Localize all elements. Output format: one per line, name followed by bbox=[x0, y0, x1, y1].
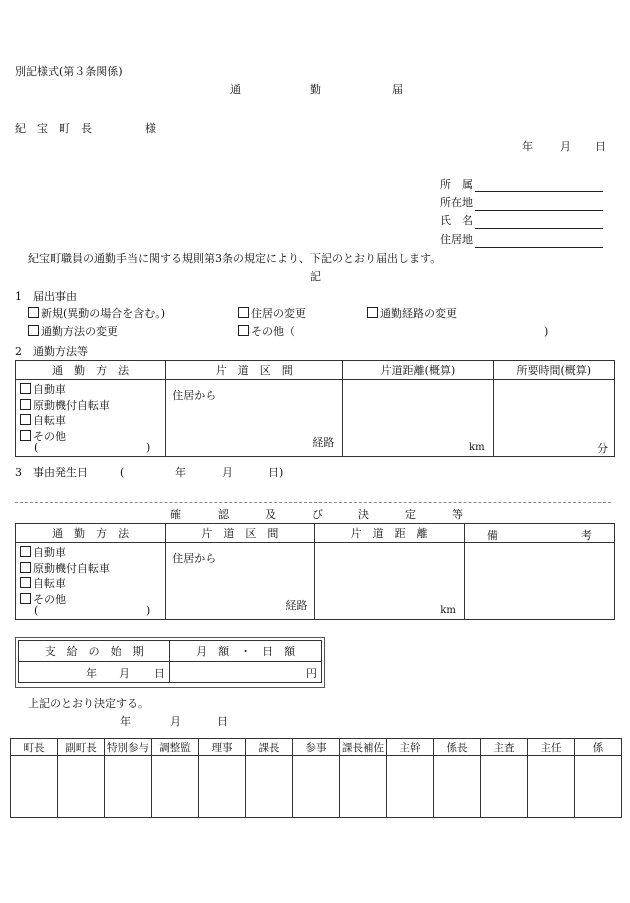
reason-residence-change[interactable] bbox=[238, 307, 306, 321]
method-bicycle[interactable] bbox=[20, 413, 110, 429]
checkbox-icon bbox=[20, 577, 31, 588]
method-other-label: その他 bbox=[33, 429, 66, 443]
form-reference: 別記様式(第３条関係) bbox=[15, 65, 123, 78]
approval-stamp-cell[interactable] bbox=[105, 756, 152, 818]
method-car-label: 自動車 bbox=[33, 383, 66, 396]
from-home: 住居から bbox=[172, 389, 217, 402]
reason-route-change-label: 通勤経路の変更 bbox=[380, 307, 457, 320]
approval-header: 特別参与 bbox=[105, 739, 152, 756]
section3-label: 3 事由発生日 bbox=[15, 466, 88, 479]
confirm-section-cell[interactable] bbox=[166, 543, 314, 620]
checkbox-icon bbox=[20, 546, 31, 557]
approval-header: 主任 bbox=[528, 739, 575, 756]
approval-stamp-cell[interactable] bbox=[481, 756, 528, 818]
date-year-label: 年 bbox=[522, 140, 533, 153]
checkbox-icon bbox=[238, 307, 249, 318]
header-method: 通 勤 方 法 bbox=[16, 361, 166, 380]
title-char-2: 勤 bbox=[310, 83, 321, 96]
approval-stamp-cell[interactable] bbox=[11, 756, 58, 818]
time-cell[interactable] bbox=[493, 380, 614, 457]
decision-month: 月 bbox=[170, 715, 181, 728]
route-label: 経路 bbox=[312, 436, 335, 449]
approval-stamp-cell[interactable] bbox=[199, 756, 246, 818]
approval-header: 副町長 bbox=[58, 739, 105, 756]
approval-stamp-cell[interactable] bbox=[58, 756, 105, 818]
reason-method-change[interactable] bbox=[28, 325, 118, 339]
confirm-method-bicycle-label: 自転車 bbox=[33, 577, 66, 590]
confirm-method-cell bbox=[16, 543, 166, 620]
approval-stamp-cell[interactable] bbox=[387, 756, 434, 818]
payment-amount-label: 月 額 ・ 日 額 bbox=[170, 641, 322, 662]
addressee-suffix: 様 bbox=[145, 122, 156, 135]
confirm-title-char-1: 確 bbox=[170, 508, 181, 521]
other-paren-open: ( bbox=[34, 441, 39, 454]
method-cell bbox=[16, 380, 166, 457]
approval-header: 調整監 bbox=[152, 739, 199, 756]
title-char-1: 通 bbox=[230, 83, 241, 96]
confirm-method-bicycle[interactable] bbox=[20, 576, 110, 592]
other-paren-close: ) bbox=[146, 441, 151, 454]
method-moped[interactable] bbox=[20, 398, 110, 414]
confirm-title-char-7: 等 bbox=[452, 508, 463, 521]
checkbox-icon bbox=[238, 325, 249, 336]
reason-method-change-label: 通勤方法の変更 bbox=[41, 325, 118, 338]
field-name-line[interactable] bbox=[475, 228, 603, 229]
commute-method-table bbox=[15, 360, 615, 457]
confirm-title-char-3: 及 bbox=[265, 508, 276, 521]
title-char-3: 届 bbox=[392, 83, 403, 96]
checkbox-icon bbox=[20, 383, 31, 394]
statement: 紀宝町職員の通勤手当に関する規則第3条の規定により、下記のとおり届出します。 bbox=[28, 252, 442, 265]
minutes-unit: 分 bbox=[597, 442, 608, 455]
reason-new[interactable] bbox=[28, 307, 165, 321]
approval-header: 参事 bbox=[293, 739, 340, 756]
reason-other-close: ) bbox=[544, 325, 549, 338]
checkbox-icon bbox=[20, 562, 31, 573]
approval-stamp-cell[interactable] bbox=[340, 756, 387, 818]
payment-start-cell[interactable] bbox=[19, 662, 170, 683]
confirm-method-car-label: 自動車 bbox=[33, 546, 66, 559]
confirm-distance-cell[interactable] bbox=[314, 543, 464, 620]
field-location-line[interactable] bbox=[475, 210, 603, 211]
approval-header: 理事 bbox=[199, 739, 246, 756]
confirm-method-moped[interactable] bbox=[20, 561, 110, 577]
header-section: 片 道 区 間 bbox=[166, 361, 343, 380]
approval-header: 町長 bbox=[11, 739, 58, 756]
yen-unit: 円 bbox=[306, 667, 317, 680]
confirmation-table bbox=[15, 523, 615, 620]
method-moped-label: 原動機付自転車 bbox=[33, 398, 110, 412]
date-day-label: 日 bbox=[595, 140, 606, 153]
confirm-method-moped-label: 原動機付自転車 bbox=[33, 561, 110, 575]
approval-stamp-cell[interactable] bbox=[293, 756, 340, 818]
confirm-header-distance: 片 道 距 離 bbox=[314, 524, 464, 543]
approval-stamp-cell[interactable] bbox=[152, 756, 199, 818]
checkbox-icon bbox=[20, 430, 31, 441]
payment-day: 日 bbox=[154, 667, 165, 680]
decision-text: 上記のとおり決定する。 bbox=[28, 697, 149, 710]
payment-box bbox=[15, 637, 325, 688]
confirm-title-char-2: 認 bbox=[218, 508, 229, 521]
checkbox-icon bbox=[20, 399, 31, 410]
confirm-route-label: 経路 bbox=[285, 599, 308, 612]
cut-line bbox=[15, 502, 611, 503]
confirm-title-char-5: 決 bbox=[358, 508, 369, 521]
checkbox-icon bbox=[20, 593, 31, 604]
checkbox-icon bbox=[28, 325, 39, 336]
method-bicycle-label: 自転車 bbox=[33, 414, 66, 427]
field-location-label: 所在地 bbox=[440, 196, 473, 209]
header-distance: 片道距離(概算) bbox=[343, 361, 493, 380]
confirm-other-paren-close: ) bbox=[146, 604, 151, 617]
approval-stamp-cell[interactable] bbox=[246, 756, 293, 818]
field-name-label: 氏 名 bbox=[440, 214, 473, 227]
reason-other[interactable] bbox=[238, 325, 295, 339]
payment-start-label: 支 給 の 始 期 bbox=[19, 641, 170, 662]
approval-header: 主査 bbox=[481, 739, 528, 756]
approval-stamp-cell[interactable] bbox=[434, 756, 481, 818]
checkbox-icon bbox=[20, 414, 31, 425]
reason-other-label: その他（ bbox=[251, 325, 295, 338]
payment-table bbox=[18, 640, 322, 683]
approval-header: 課長補佐 bbox=[340, 739, 387, 756]
field-affiliation-label: 所 属 bbox=[440, 178, 473, 191]
distance-cell[interactable] bbox=[343, 380, 493, 457]
km-unit: km bbox=[469, 442, 485, 453]
field-residence-line[interactable] bbox=[475, 247, 603, 248]
payment-amount-cell[interactable] bbox=[170, 662, 322, 683]
confirm-header-method: 通 勤 方 法 bbox=[16, 524, 166, 543]
section2-label: 2 通勤方法等 bbox=[15, 345, 88, 358]
confirm-km-unit: km bbox=[440, 605, 456, 616]
addressee: 紀 宝 町 長 bbox=[15, 122, 92, 135]
date-month-label: 月 bbox=[560, 140, 571, 153]
reason-residence-change-label: 住居の変更 bbox=[251, 307, 306, 320]
section3-day: 日) bbox=[268, 466, 284, 479]
approval-table bbox=[10, 738, 622, 818]
field-affiliation-line[interactable] bbox=[475, 191, 603, 192]
checkbox-icon bbox=[28, 307, 39, 318]
approval-stamp-cell[interactable] bbox=[528, 756, 575, 818]
approval-stamp-cell[interactable] bbox=[575, 756, 622, 818]
confirm-header-remarks bbox=[464, 524, 614, 543]
confirm-method-other-label: その他 bbox=[33, 592, 66, 606]
reason-route-change[interactable] bbox=[367, 307, 457, 321]
confirm-title-char-4: び bbox=[312, 508, 323, 521]
checkbox-icon bbox=[367, 307, 378, 318]
remarks-char-1: 備 bbox=[486, 529, 498, 542]
confirm-from-home: 住居から bbox=[172, 552, 217, 565]
payment-year: 年 bbox=[86, 667, 97, 680]
confirm-header-section: 片 道 区 間 bbox=[166, 524, 314, 543]
approval-header: 主幹 bbox=[387, 739, 434, 756]
reason-new-label: 新規(異動の場合を含む。) bbox=[41, 307, 166, 320]
ki-label: 記 bbox=[310, 270, 321, 283]
section3-year: 年 bbox=[175, 466, 186, 479]
confirm-remarks-cell[interactable] bbox=[464, 543, 614, 620]
approval-header: 係 bbox=[575, 739, 622, 756]
confirm-method-car[interactable] bbox=[20, 545, 110, 561]
section-cell[interactable] bbox=[166, 380, 343, 457]
decision-day: 日 bbox=[217, 715, 228, 728]
confirm-title-char-6: 定 bbox=[405, 508, 416, 521]
decision-year: 年 bbox=[120, 715, 131, 728]
field-residence-label: 住居地 bbox=[440, 233, 473, 246]
approval-header: 課長 bbox=[246, 739, 293, 756]
section1-label: 1 届出事由 bbox=[15, 290, 77, 303]
method-car[interactable] bbox=[20, 382, 110, 398]
confirm-other-paren-open: ( bbox=[34, 604, 39, 617]
approval-header: 係長 bbox=[434, 739, 481, 756]
remarks-char-2: 考 bbox=[581, 529, 592, 542]
header-time: 所要時間(概算) bbox=[493, 361, 614, 380]
section3-month: 月 bbox=[222, 466, 233, 479]
payment-month: 月 bbox=[119, 667, 130, 680]
section3-paren-open: ( bbox=[120, 466, 125, 479]
